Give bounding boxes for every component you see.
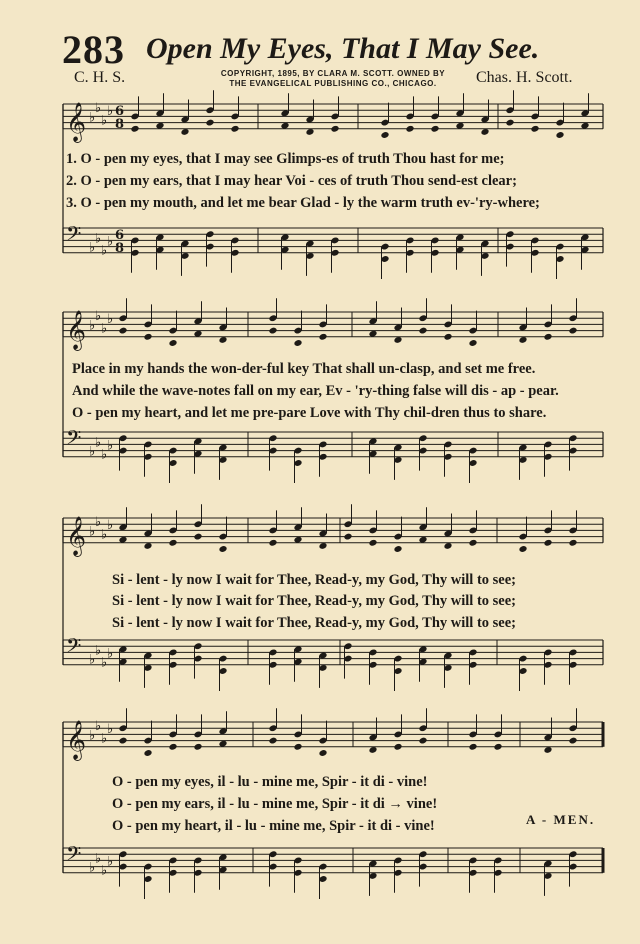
lyric-line: 2. O - pen my ears, that I may hear Voi - ces of truth Thou send-est clear; [66, 173, 517, 189]
note-head [218, 545, 227, 553]
flat-icon: ♭ [95, 851, 102, 867]
note-head [568, 737, 577, 745]
copyright-line-1: COPYRIGHT, 1895, BY CLARA M. SCOTT. OWNED BY [220, 69, 446, 78]
note-head [168, 539, 177, 547]
amen-text: A - MEN. [526, 812, 596, 827]
bass-clef-icon: 𝄢 [66, 222, 82, 250]
flat-icon: ♭ [95, 435, 102, 451]
time-signature: 8 [115, 241, 125, 256]
bass-clef-icon: 𝄢 [66, 842, 82, 870]
note-head [555, 131, 564, 139]
note-head [318, 333, 327, 341]
flat-icon: ♭ [101, 731, 108, 747]
hymn-title: Open My Eyes, That I May See. [146, 32, 540, 65]
note-head [143, 333, 152, 341]
flat-icon: ♭ [89, 110, 96, 126]
lyricist-credit: C. H. S. [74, 69, 126, 86]
lyric-line: O - pen my heart, and let me pre-pare Love with Thy chil-dren thus to share. [72, 405, 547, 421]
note-head [268, 539, 277, 547]
flat-icon: ♭ [95, 643, 102, 659]
note-head [468, 743, 477, 751]
note-head [168, 339, 177, 347]
flat-icon: ♭ [107, 646, 114, 662]
composer-credit: Chas. H. Scott. [476, 69, 573, 86]
treble-clef-icon: 𝄞 [66, 309, 87, 350]
note-head [368, 539, 377, 547]
note-head [193, 743, 202, 751]
flat-icon: ♭ [89, 860, 96, 876]
lyric-line: Si - lent - ly now I wait for Thee, Read-y, my God, Thy will to see; [112, 593, 516, 609]
flat-icon: ♭ [95, 231, 102, 247]
note-head [205, 119, 214, 127]
flat-icon: ♭ [95, 515, 102, 531]
time-signature: 6 [115, 104, 125, 119]
flat-icon: ♭ [89, 652, 96, 668]
note-head [543, 539, 552, 547]
note-head [293, 743, 302, 751]
note-head [418, 737, 427, 745]
note-head [468, 339, 477, 347]
note-head [343, 533, 352, 541]
flat-icon: ♭ [95, 309, 102, 325]
hymn-number: 283 [62, 27, 125, 72]
note-head [168, 743, 177, 751]
flat-icon: ♭ [107, 312, 114, 328]
flat-icon: ♭ [107, 104, 114, 120]
time-signature: 6 [115, 228, 125, 243]
flat-icon: ♭ [101, 863, 108, 879]
bass-clef-icon: 𝄢 [66, 634, 82, 662]
note-head [268, 327, 277, 335]
note-head [518, 545, 527, 553]
note-head [493, 743, 502, 751]
flat-icon: ♭ [107, 518, 114, 534]
note-head [143, 749, 152, 757]
note-head [568, 539, 577, 547]
note-head [505, 119, 514, 127]
note-head [118, 327, 127, 335]
flat-icon: ♭ [95, 101, 102, 117]
flat-icon: ♭ [89, 318, 96, 334]
treble-clef-icon: 𝄞 [66, 515, 87, 556]
note-head [418, 327, 427, 335]
note-head [468, 539, 477, 547]
lyric-line: O - pen my heart, il - lu - mine me, Spir - it di - vine! [112, 818, 435, 834]
note-head [568, 327, 577, 335]
lyric-line: And while the wave-notes fall on my ear, Ev - 'ry-thing false will dis - ap - pear. [72, 383, 559, 399]
note-head [543, 333, 552, 341]
flat-icon: ♭ [107, 438, 114, 454]
flat-icon: ♭ [89, 444, 96, 460]
lyric-line: Si - lent - ly now I wait for Thee, Read-y, my God, Thy will to see; [112, 615, 516, 631]
note-head [293, 339, 302, 347]
treble-clef-icon: 𝄞 [66, 101, 87, 142]
note-head [530, 125, 539, 133]
flat-icon: ♭ [101, 447, 108, 463]
note-head [118, 737, 127, 745]
flat-icon: ♭ [101, 655, 108, 671]
note-head [318, 749, 327, 757]
flat-icon: ♭ [101, 113, 108, 129]
note-head [443, 333, 452, 341]
lyric-line: Place in my hands the won-der-ful key That shall un-clasp, and set me free. [72, 361, 536, 377]
note-head [393, 743, 402, 751]
note-head [405, 125, 414, 133]
lyric-line: 3. O - pen my mouth, and let me bear Glad - ly the warm truth ev-'ry-where; [66, 195, 540, 211]
note-head [268, 737, 277, 745]
flat-icon: ♭ [89, 524, 96, 540]
flat-icon: ♭ [101, 527, 108, 543]
lyric-line: 1. O - pen my eyes, that I may see Glimps-es of truth Thou hast for me; [66, 151, 505, 167]
lyric-line: O - pen my ears, il - lu - mine me, Spir - it di → vine! [112, 796, 438, 812]
bass-clef-icon: 𝄢 [66, 426, 82, 454]
flat-icon: ♭ [107, 234, 114, 250]
lyric-line: O - pen my eyes, il - lu - mine me, Spir - it di - vine! [112, 774, 428, 790]
note-head [380, 131, 389, 139]
lyric-line: Si - lent - ly now I wait for Thee, Read-y, my God, Thy will to see; [112, 572, 516, 588]
flat-icon: ♭ [89, 728, 96, 744]
treble-clef-icon: 𝄞 [66, 719, 87, 760]
note-head [130, 125, 139, 133]
note-head [393, 545, 402, 553]
flat-icon: ♭ [101, 243, 108, 259]
note-head [230, 125, 239, 133]
note-head [430, 125, 439, 133]
note-head [330, 125, 339, 133]
time-signature: 8 [115, 117, 125, 132]
flat-icon: ♭ [89, 240, 96, 256]
flat-icon: ♭ [107, 854, 114, 870]
flat-icon: ♭ [107, 722, 114, 738]
flat-icon: ♭ [95, 719, 102, 735]
copyright-line-2: THE EVANGELICAL PUBLISHING CO., CHICAGO. [229, 79, 437, 88]
note-head [193, 533, 202, 541]
flat-icon: ♭ [101, 321, 108, 337]
